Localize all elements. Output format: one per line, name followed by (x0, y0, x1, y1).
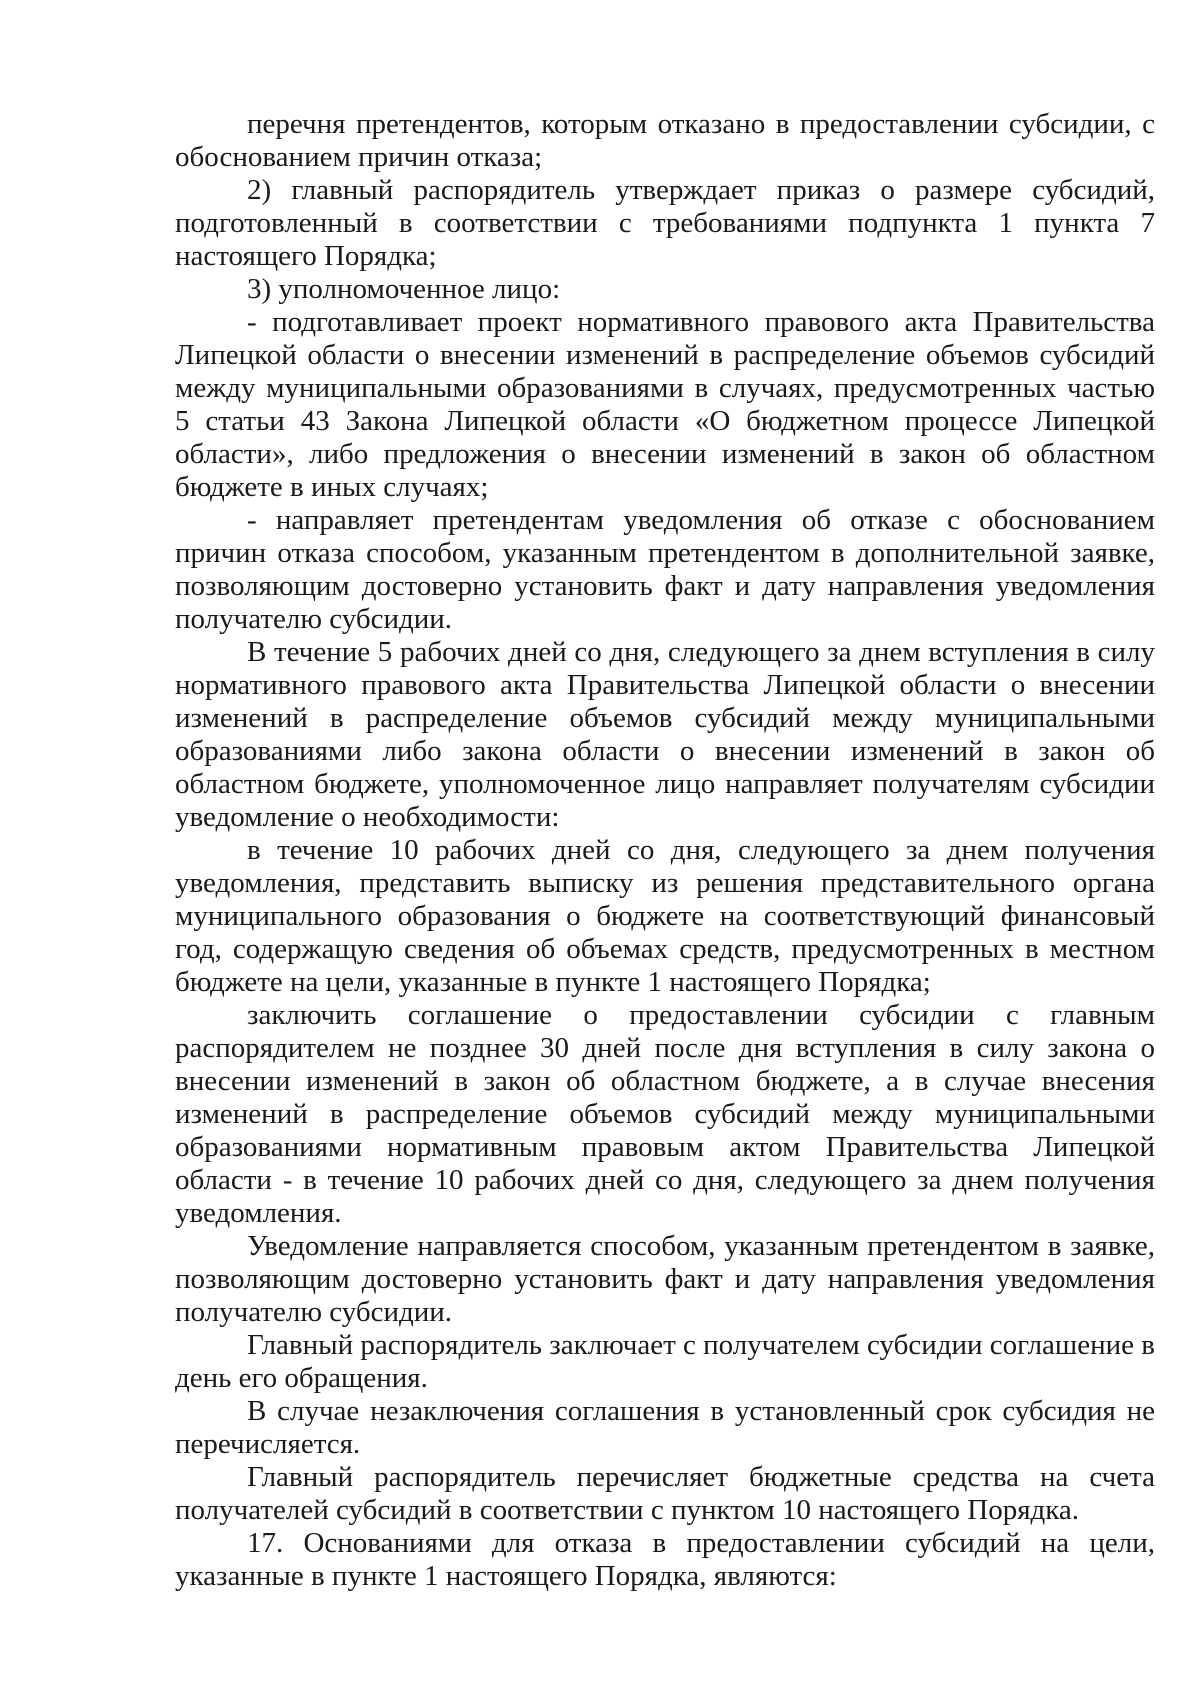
paragraph-conclude-agreement: заключить соглашение о предоставлении субсидии с главным распорядителем не позднее 30 дней после дня вступления в силу закона о внесении изменений в закон об областном бюджете, а в случае внесения изменений в распределение объемов субсидий между муниципальными образованиями нормативным правовым актом Правительства Липецкой области - в течение 10 рабочих дней со дня, следующего за днем получения уведомления. (175, 999, 1155, 1229)
paragraph-sends-notices: - направляет претендентам уведомления об отказе с обоснованием причин отказа способом, указанным претендентом в дополнительной заявке, позволяющим достоверно установить факт и дату направления уведомления получателю субсидии. (175, 504, 1155, 635)
paragraph-within-10-days: в течение 10 рабочих дней со дня, следующего за днем получения уведомления, представить выписку из решения представительного органа муниципального образования о бюджете на соответствующий финансовый год, содержащую сведения об объемах средств, предусмотренных в местном бюджете на цели, указанные в пункте 1 настоящего Порядка; (175, 834, 1155, 998)
paragraph-rejected-list: перечня претендентов, которым отказано в предоставлении субсидии, с обоснованием причин отказа; (175, 108, 1155, 173)
paragraph-item-17: 17. Основаниями для отказа в предоставлении субсидий на цели, указанные в пункте 1 настоящего Порядка, являются: (175, 1527, 1155, 1592)
paragraph-not-transferred: В случае незаключения соглашения в установленный срок субсидия не перечисляется. (175, 1395, 1155, 1460)
paragraph-prepares-draft: - подготавливает проект нормативного правового акта Правительства Липецкой области о внесении изменений в распределение объемов субсидий между муниципальными образованиями в случаях, предусмотренных частью 5 статьи 43 Закона Липецкой области «О бюджетном процессе Липецкой области», либо предложения о внесении изменений в закон об областном бюджете в иных случаях; (175, 306, 1155, 503)
paragraph-within-5-days: В течение 5 рабочих дней со дня, следующего за днем вступления в силу нормативного правового акта Правительства Липецкой области о внесении изменений в распределение объемов субсидий между муниципальными образованиями либо закона области о внесении изменений в закон об областном бюджете, уполномоченное лицо направляет получателям субсидии уведомление о необходимости: (175, 636, 1155, 833)
paragraph-agreement-day: Главный распорядитель заключает с получателем субсидии соглашение в день его обращения. (175, 1329, 1155, 1394)
paragraph-notice-method: Уведомление направляется способом, указанным претендентом в заявке, позволяющим достоверно установить факт и дату направления уведомления получателю субсидии. (175, 1230, 1155, 1328)
document-page (175, 108, 1155, 1593)
paragraph-item-2: 2) главный распорядитель утверждает приказ о размере субсидий, подготовленный в соответствии с требованиями подпункта 1 пункта 7 настоящего Порядка; (175, 174, 1155, 272)
paragraph-transfers-funds: Главный распорядитель перечисляет бюджетные средства на счета получателей субсидий в соответствии с пунктом 10 настоящего Порядка. (175, 1461, 1155, 1526)
paragraph-item-3: 3) уполномоченное лицо: (247, 273, 561, 305)
